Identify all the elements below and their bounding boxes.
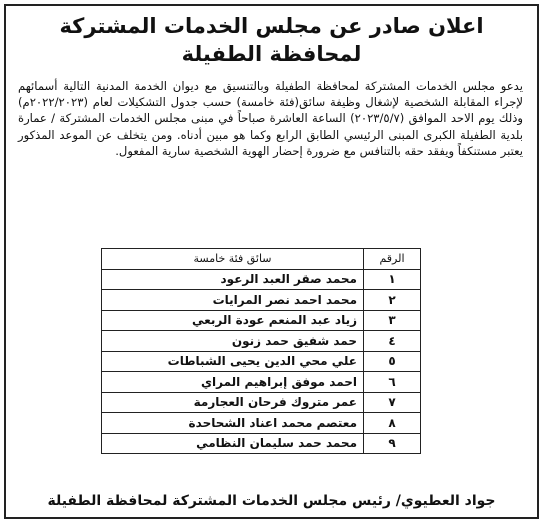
row-name: محمد احمد نصر المرايات <box>102 290 364 311</box>
row-name: محمد صقر العبد الرعود <box>102 269 364 290</box>
table-header-row <box>102 249 421 270</box>
row-number: ٥ <box>364 351 421 372</box>
table-row <box>102 331 421 352</box>
row-number: ٨ <box>364 413 421 434</box>
row-number: ٧ <box>364 392 421 413</box>
row-number: ١ <box>364 269 421 290</box>
table-row <box>102 433 421 454</box>
table-row <box>102 351 421 372</box>
row-name: احمد موفق إبراهيم المراي <box>102 372 364 393</box>
signature-line: جواد العطيوي/ رئيس مجلس الخدمات المشتركة لمحافظة الطفيلة <box>47 493 496 509</box>
table-row <box>102 372 421 393</box>
row-name: علي محي الدين يحيى الشباطات <box>102 351 364 372</box>
row-name: حمد شفيق حمد زنون <box>102 331 364 352</box>
table-row <box>102 269 421 290</box>
announcement-title: اعلان صادر عن مجلس الخدمات المشتركة <box>59 14 484 38</box>
table-row <box>102 290 421 311</box>
table-row <box>102 413 421 434</box>
row-name: معتصم محمد اعناد الشحاحدة <box>102 413 364 434</box>
row-name: زياد عبد المنعم عودة الربعي <box>102 310 364 331</box>
announcement-frame <box>4 4 539 519</box>
row-number: ٢ <box>364 290 421 311</box>
header-name: سائق فئة خامسة <box>102 249 364 270</box>
announcement-body: يدعو مجلس الخدمات المشتركة لمحافظة الطفيلة وبالتنسيق مع ديوان الخدمة المدنية التالية أسمائهم لإجراء المقابلة الشخصية لإشغال وظيفة سائق(فئة خامسة) حسب جدول التشكيلات لعام (٢٠٢٢/٢٠٢٣م) وذلك يوم الاحد الموافق (٢٠٢٣/٥/٧) الساعة العاشرة صباحاً في مبنى مجلس الخدمات المشتركة / عمارة بلدية الطفيلة الكبرى المبنى الرئيسي الطابق الرابع وكما هو مبين أدناه. ومن يتخلف عن الموعد المذكور يعتبر مستنكفاً ويفقد حقه بالتنافس مع ضرورة إحضار الهوية الشخصية سارية المفعول. <box>18 79 524 158</box>
candidates-table <box>101 248 421 454</box>
row-name: محمد حمد سليمان النظامي <box>102 433 364 454</box>
announcement-subtitle: لمحافظة الطفيلة <box>181 42 362 66</box>
row-number: ٩ <box>364 433 421 454</box>
header-number: الرقم <box>364 249 421 270</box>
row-number: ٤ <box>364 331 421 352</box>
table-row <box>102 310 421 331</box>
row-number: ٣ <box>364 310 421 331</box>
row-number: ٦ <box>364 372 421 393</box>
row-name: عمر متروك فرحان العجارمة <box>102 392 364 413</box>
table-row <box>102 392 421 413</box>
